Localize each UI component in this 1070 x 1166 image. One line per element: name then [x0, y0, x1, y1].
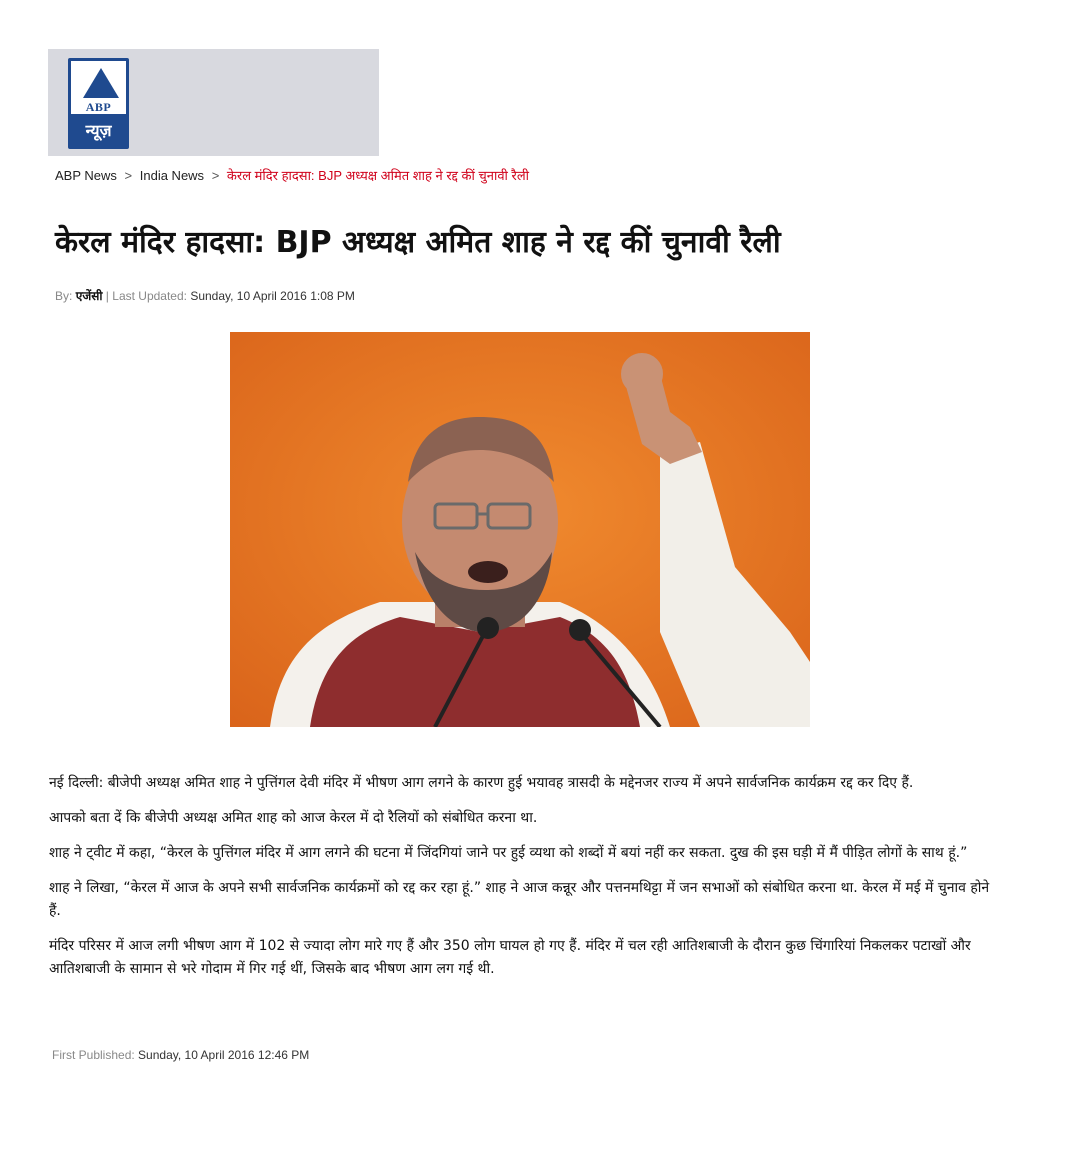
by-label: By: [55, 289, 73, 303]
logo-news-text: न्यूज़ [85, 121, 112, 140]
article-photo-illustration [230, 332, 810, 727]
article-headline: केरल मंदिर हादसा: BJP अध्यक्ष अमित शाह ने रद्द कीं चुनावी रैली [55, 225, 781, 260]
breadcrumb-separator: > [124, 168, 133, 183]
article-paragraph: मंदिर परिसर में आज लगी भीषण आग में 102 से ज्यादा लोग मारे गए हैं और 350 लोग घायल हो गए हैं. मंदिर में चल रही आतिशबाजी के दौरान कुछ चिंगारियां निकलकर पटाखों और आतिशबाजी के सामान से भरे गोदाम में गिर गई थीं, जिसके बाद भीषण आग लग गई थी. [49, 938, 971, 977]
author-name[interactable]: एजेंसी [75, 289, 103, 303]
logo-abp-text: ABP [85, 100, 112, 114]
article-meta [55, 287, 355, 304]
article-photo [230, 332, 810, 727]
logo-triangle-icon [83, 68, 119, 98]
breadcrumb [55, 166, 529, 184]
breadcrumb-separator: > [211, 168, 220, 183]
article-paragraph: शाह ने लिखा, “केरल में आज के अपने सभी सार्वजनिक कार्यक्रमों को रद्द कर रहा हूं.” शाह ने आज कन्नूर और पत्तनमथिट्टा में जन सभाओं को संबोधित करना था. केरल में मई में चुनाव होने हैं. [49, 880, 990, 919]
breadcrumb-item-abp-news[interactable]: ABP News [55, 168, 117, 183]
meta-divider: | [105, 289, 109, 303]
breadcrumb-current: केरल मंदिर हादसा: BJP अध्यक्ष अमित शाह ने रद्द कीं चुनावी रैली [226, 168, 530, 183]
abp-news-logo[interactable] [68, 58, 129, 149]
article-paragraph: शाह ने ट्वीट में कहा, “केरल के पुत्तिंगल मंदिर में आग लगने की घटना में जिंदगियां जाने पर हुई व्यथा को शब्दों में बयां नहीं कर सकता. दुख की इस घड़ी में मैं पीड़ित लोगों के साथ हूं.” [49, 845, 968, 861]
article-paragraph: नई दिल्ली: बीजेपी अध्यक्ष अमित शाह ने पुत्तिंगल देवी मंदिर में भीषण आग लगने के कारण हुई भयावह त्रासदी के मद्देनजर राज्य में अपने सार्वजनिक कार्यक्रम रद्द कर दिए हैं. [49, 775, 914, 791]
logo-top-panel [71, 61, 126, 114]
first-published-date: Sunday, 10 April 2016 12:46 PM [138, 1048, 310, 1062]
updated-date: Sunday, 10 April 2016 1:08 PM [190, 289, 355, 303]
article-body [49, 772, 994, 993]
breadcrumb-item-india-news[interactable]: India News [139, 168, 205, 183]
article-paragraph: आपको बता दें कि बीजेपी अध्यक्ष अमित शाह को आज केरल में दो रैलियों को संबोधित करना था. [49, 810, 538, 826]
first-published-label: First Published: [52, 1048, 135, 1062]
first-published [52, 1048, 309, 1062]
updated-label: Last Updated: [112, 289, 187, 303]
